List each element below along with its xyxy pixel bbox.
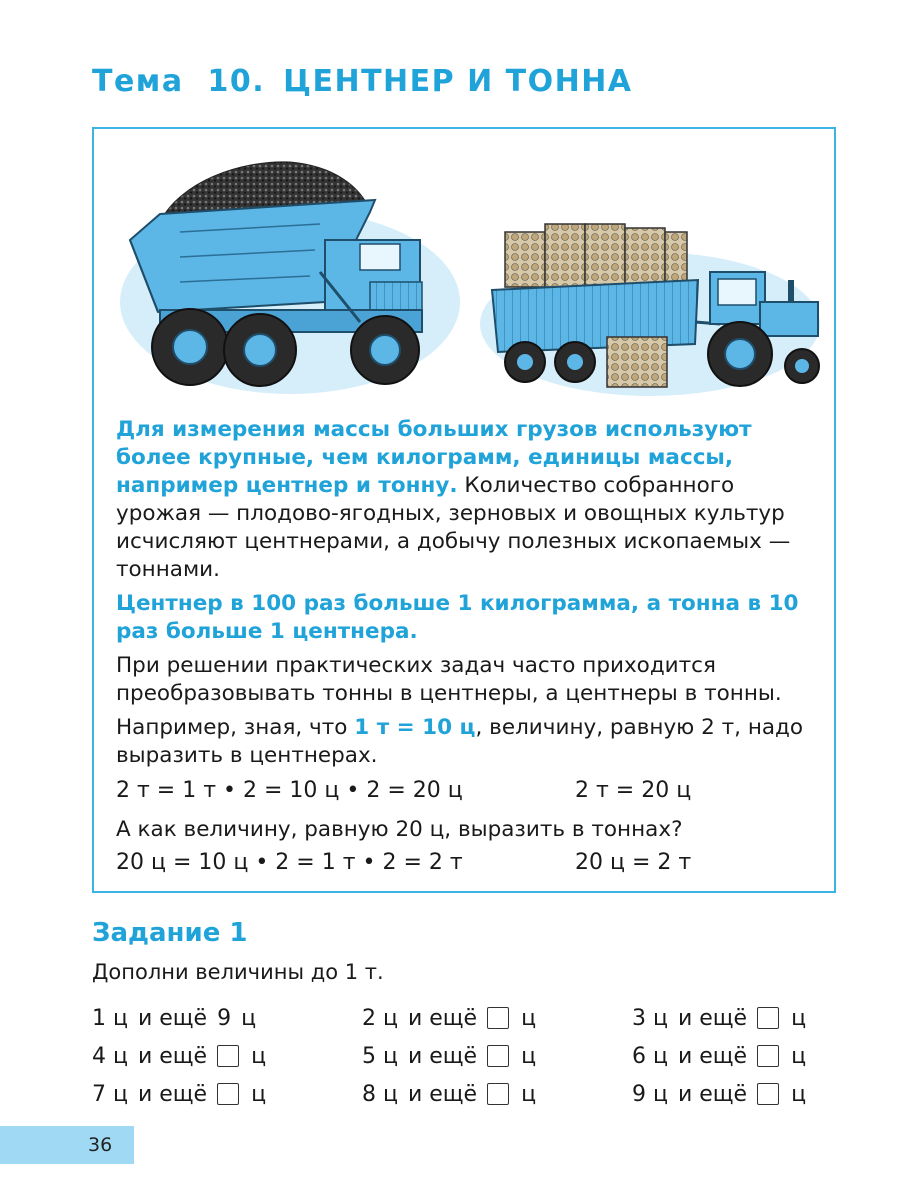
exercise-join: и ещё [407,1006,478,1031]
answer-box[interactable] [757,1083,779,1105]
question-text: А как величину, равную 20 ц, выразить в тоннах? [116,817,683,842]
exercise-join: и ещё [677,1006,748,1031]
practice-paragraph [116,652,816,708]
exercise-unit: ц [791,1044,807,1069]
task-instruction: Дополни величины до 1 т. [92,960,384,984]
exercise-item [632,1080,816,1110]
exercise-join: и ещё [677,1082,748,1107]
exercise-join: и ещё [677,1044,748,1069]
page-number: 36 [88,1134,113,1156]
answer-box[interactable] [217,1045,239,1067]
task-title: Задание 1 [92,918,248,948]
answer-box[interactable] [487,1083,509,1105]
exercise-join: и ещё [137,1082,208,1107]
exercise-unit: ц [251,1082,267,1107]
exercise-start: 6 ц [632,1044,668,1069]
exercise-join: и ещё [137,1044,208,1069]
answer-box[interactable] [757,1007,779,1029]
exercise-start: 2 ц [362,1006,398,1031]
exercise-start: 8 ц [362,1082,398,1107]
illustration-vehicles [120,152,820,398]
equation-1-left: 2 т = 1 т • 2 = 10 ц • 2 = 20 ц [116,778,463,803]
title-number: 10. [207,64,266,99]
title-tema: Тема [92,64,184,99]
answer-box[interactable] [487,1045,509,1067]
exercise-start: 1 ц [92,1006,128,1031]
exercise-item [92,1042,276,1072]
dump-truck [120,162,460,394]
exercise-start: 3 ц [632,1006,668,1031]
exercise-answer: 9 [217,1006,232,1031]
example-after: , величину, равную 2 т, надо выразить в центнерах. [116,715,804,768]
exercise-unit: ц [241,1006,257,1031]
answer-box[interactable] [757,1045,779,1067]
exercise-item [632,1042,816,1072]
exercise-unit: ц [521,1082,537,1107]
exercise-join: и ещё [137,1006,208,1031]
exercise-unit: ц [521,1044,537,1069]
intro-rest: Количество собранного урожая — плодово-ягодных, зерновых и овощных культур исчисляют центнерами, а добычу полезных ископаемых — тоннами. [116,473,791,582]
exercise-unit: ц [791,1082,807,1107]
example-before: Например, зная, что [116,715,355,740]
exercise-unit: ц [251,1044,267,1069]
example-paragraph [116,714,816,770]
exercise-start: 7 ц [92,1082,128,1107]
equation-1-right: 2 т = 20 ц [575,778,692,803]
rule-text: Центнер в 100 раз больше 1 килограмма, а тонна в 10 раз больше 1 центнера. [116,591,799,644]
exercise-start: 4 ц [92,1044,128,1069]
exercise-unit: ц [791,1006,807,1031]
practice-text: При решении практических задач часто приходится преобразовывать тонны в центнеры, а центнеры в тонны. [116,653,782,706]
exercise-item [362,1080,546,1110]
page-number-bar [0,1126,134,1164]
exercise-item [362,1042,546,1072]
example-highlight: 1 т = 10 ц [354,715,476,740]
exercise-start: 9 ц [632,1082,668,1107]
exercise-item [632,1004,816,1034]
title-topic: ЦЕНТНЕР И ТОННА [283,64,633,99]
exercise-join: и ещё [407,1082,478,1107]
equation-2-right: 20 ц = 2 т [575,850,692,875]
equation-row-2 [116,850,816,880]
question-paragraph [116,816,816,844]
exercise-start: 5 ц [362,1044,398,1069]
page-title [92,64,633,99]
answer-box[interactable] [487,1007,509,1029]
equation-2-left: 20 ц = 10 ц • 2 = 1 т • 2 = 2 т [116,850,463,875]
intro-paragraph [116,416,816,584]
exercise-join: и ещё [407,1044,478,1069]
rule-paragraph [116,590,816,646]
exercise-item [362,1004,546,1034]
exercise-item [92,1080,276,1110]
exercise-unit: ц [521,1006,537,1031]
exercise-item [92,1004,266,1034]
equation-row-1 [116,778,816,808]
tractor-with-trailer [480,224,820,396]
intro-highlight: Для измерения массы больших грузов используют более крупные, чем килограмм, единицы массы, например центнер и тонну. [116,417,752,498]
answer-box[interactable] [217,1083,239,1105]
